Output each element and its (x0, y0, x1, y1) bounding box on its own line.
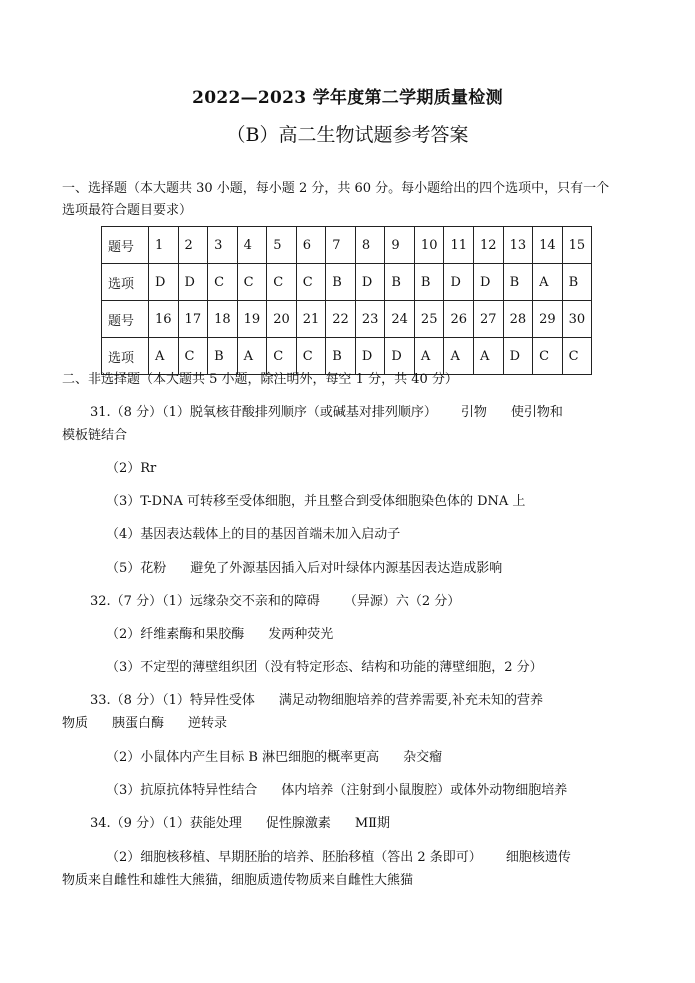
q31-part1: 31.（8 分）（1）脱氧核苷酸排列顺序（或碱基对排列顺序） (90, 405, 437, 420)
answer-cell: 22 (326, 301, 356, 338)
answer-cell: D (444, 264, 474, 301)
answer-cell: 27 (474, 301, 504, 338)
answer-cell: B (414, 264, 444, 301)
q31-primer-purpose: 使引物和 (510, 405, 563, 420)
q33-item1-e: 逆转录 (188, 716, 228, 731)
answer-cell: 15 (562, 227, 592, 264)
q31-item5-a: （5）花粉 (106, 561, 167, 576)
answer-cell: D (178, 264, 208, 301)
answer-cell: D (385, 338, 415, 375)
answer-cell: A (474, 338, 504, 375)
answer-cell: 19 (237, 301, 267, 338)
q31-item4: （4）基因表达载体上的目的基因首端未加入启动子 (106, 527, 401, 542)
answer-cell: 30 (562, 301, 592, 338)
answer-cell: 9 (385, 227, 415, 264)
q34-item2-cont: 物质来自雌性和雄性大熊猫，细胞质遗传物质来自雌性大熊猫 (62, 873, 414, 888)
answer-row-label: 题号 (102, 301, 149, 338)
answer-cell: 3 (208, 227, 238, 264)
answer-cell: C (296, 338, 326, 375)
answer-cell: 21 (296, 301, 326, 338)
answer-table-row (102, 227, 592, 264)
answer-cell: A (444, 338, 474, 375)
q32-item1-b: （异源）六（2 分） (343, 594, 461, 609)
q32-line1 (90, 593, 460, 611)
answer-cell: D (503, 338, 533, 375)
answer-row-label: 选项 (102, 338, 149, 375)
answer-cell: D (474, 264, 504, 301)
q31-item2: （2）Rr (106, 461, 157, 476)
answer-cell: C (296, 264, 326, 301)
answer-cell: A (414, 338, 444, 375)
answer-cell: B (326, 338, 356, 375)
answer-cell: 26 (444, 301, 474, 338)
answer-cell: 13 (503, 227, 533, 264)
answer-cell: 24 (385, 301, 415, 338)
answer-row-label: 题号 (102, 227, 149, 264)
q33-item3 (106, 782, 567, 800)
q32-item2-a: （2）纤维素酶和果胶酶 (106, 627, 245, 642)
answer-table (101, 226, 592, 375)
q34-line1 (90, 815, 390, 833)
answer-cell: D (355, 264, 385, 301)
q33-item3-b: 体内培养（注射到小鼠腹腔）或体外动物细胞培养 (281, 783, 568, 798)
answer-cell: C (267, 264, 297, 301)
answer-cell: C (208, 264, 238, 301)
answer-cell: A (533, 264, 563, 301)
q31-item5 (106, 560, 502, 578)
answer-cell: 17 (178, 301, 208, 338)
page-subtitle: （B）高二生物试题参考答案 (226, 124, 469, 146)
page-title: 2022—2023 学年度第二学期质量检测 (192, 88, 503, 108)
answer-cell: A (149, 338, 179, 375)
answer-table-row (102, 264, 592, 301)
answer-cell: C (237, 264, 267, 301)
q32-item3: （3）不定型的薄壁组织团（没有特定形态、结构和功能的薄壁细胞，2 分） (106, 660, 543, 675)
answer-cell: B (208, 338, 238, 375)
answer-cell: B (326, 264, 356, 301)
answer-cell: 5 (267, 227, 297, 264)
answer-cell: 14 (533, 227, 563, 264)
q31-primer: 引物 (460, 405, 487, 420)
answer-cell: 1 (149, 227, 179, 264)
answer-cell: C (267, 338, 297, 375)
q33-item2 (106, 749, 442, 767)
answer-cell: 16 (149, 301, 179, 338)
answer-cell: C (533, 338, 563, 375)
q33-item1-b: 满足动物细胞培养的营养需要,补充未知的营养 (278, 693, 543, 708)
answer-cell: A (237, 338, 267, 375)
answer-cell: 2 (178, 227, 208, 264)
q33-item2-b: 杂交瘤 (403, 750, 443, 765)
q33-item1-a: 33.（8 分）（1）特异性受体 (90, 693, 255, 708)
q33-line1-cont (62, 715, 227, 733)
q33-item2-a: （2）小鼠体内产生目标 B 淋巴细胞的概率更高 (106, 750, 380, 765)
answer-cell: B (562, 264, 592, 301)
q34-item2-b: 细胞核遗传 (505, 850, 571, 865)
q33-item1-c: 物质 (62, 716, 89, 731)
answer-cell: 28 (503, 301, 533, 338)
answer-row-label: 选项 (102, 264, 149, 301)
section2-heading: 二、非选择题（本大题共 5 小题，除注明外，每空 1 分，共 40 分） (62, 372, 458, 387)
q34-item2-a: （2）细胞核移植、早期胚胎的培养、胚胎移植（答出 2 条即可） (106, 850, 482, 865)
answer-cell: 12 (474, 227, 504, 264)
q31-line1 (90, 404, 563, 422)
q33-item1-d: 胰蛋白酶 (112, 716, 165, 731)
section1-heading: 一、选择题（本大题共 30 小题，每小题 2 分，共 60 分。每小题给出的四个选项中，只有一个选项最符合题目要求） (62, 181, 610, 218)
answer-cell: 8 (355, 227, 385, 264)
answer-cell: 23 (355, 301, 385, 338)
q32-item2-b: 发两种荧光 (268, 627, 334, 642)
q34-item1-a: 34.（9 分）（1）获能处理 (90, 816, 242, 831)
answer-cell: 10 (414, 227, 444, 264)
q31-item5-b: 避免了外源基因插入后对叶绿体内源基因表达造成影响 (190, 561, 503, 576)
q32-item1-a: 32.（7 分）（1）远缘杂交不亲和的障碍 (90, 594, 320, 609)
q34-item2 (106, 849, 571, 867)
answer-cell: 18 (208, 301, 238, 338)
answer-cell: 25 (414, 301, 444, 338)
answer-cell: D (149, 264, 179, 301)
answer-cell: C (562, 338, 592, 375)
q34-item1-b: 促性腺激素 (265, 816, 331, 831)
q31-line1-cont: 模板链结合 (62, 428, 128, 443)
answer-cell: 6 (296, 227, 326, 264)
q34-item1-c: MⅡ期 (354, 816, 391, 831)
answer-cell: D (355, 338, 385, 375)
answer-cell: 20 (267, 301, 297, 338)
answer-cell: B (503, 264, 533, 301)
answer-cell: 4 (237, 227, 267, 264)
answer-cell: 11 (444, 227, 474, 264)
answer-table-row (102, 338, 592, 375)
answer-cell: 7 (326, 227, 356, 264)
answer-cell: C (178, 338, 208, 375)
q32-item2 (106, 626, 333, 644)
answer-cell: B (385, 264, 415, 301)
answer-table-row (102, 301, 592, 338)
answer-cell: 29 (533, 301, 563, 338)
q33-item3-a: （3）抗原抗体特异性结合 (106, 783, 258, 798)
q31-item3: （3）T-DNA 可转移至受体细胞，并且整合到受体细胞染色体的 DNA 上 (106, 494, 526, 509)
q33-line1 (90, 692, 543, 710)
